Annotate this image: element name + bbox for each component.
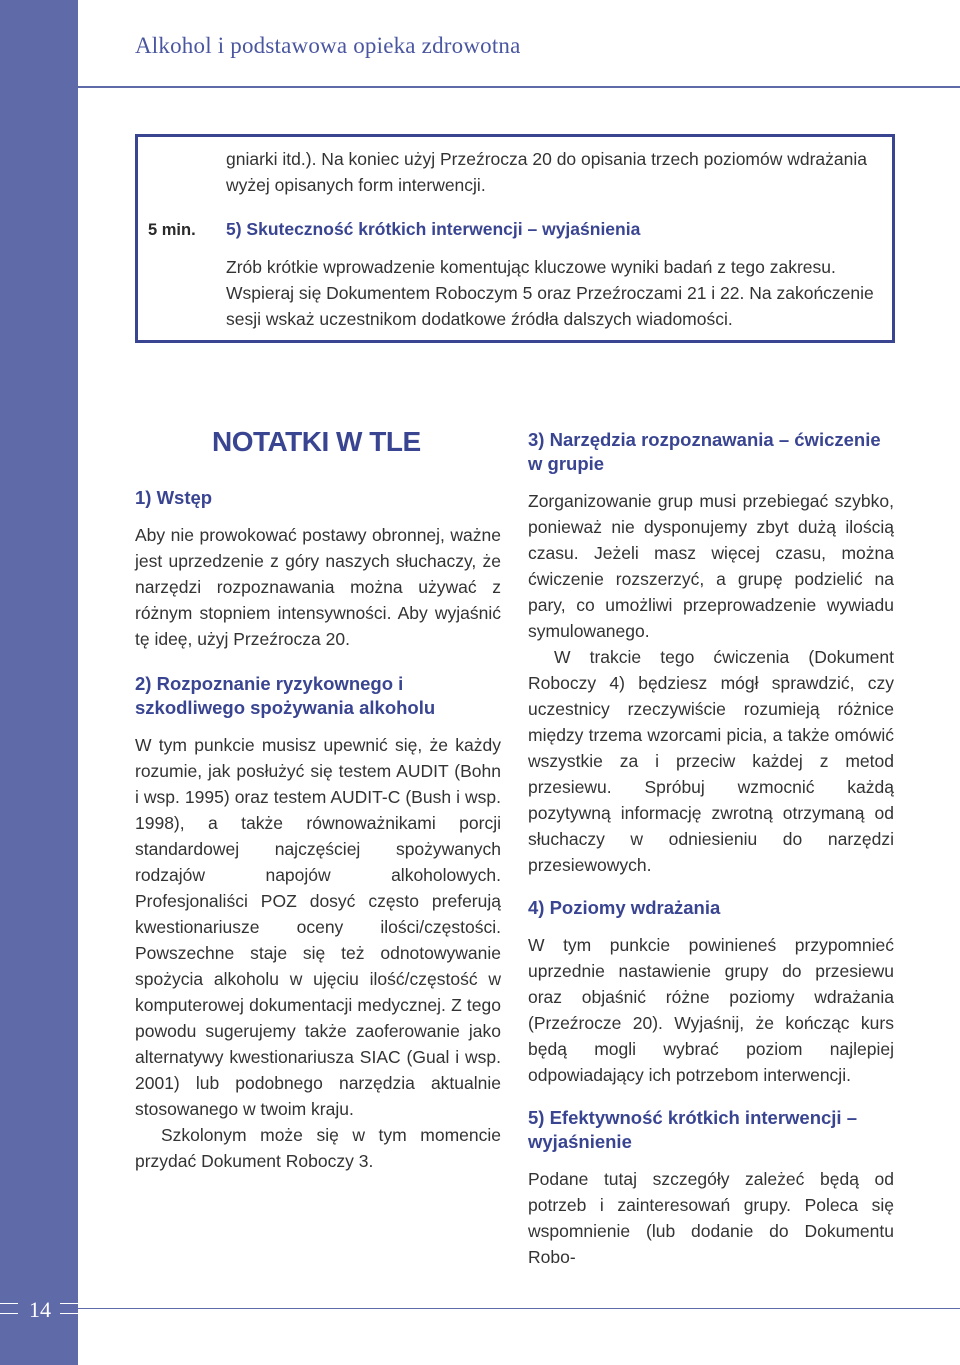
section-2-text: W tym punkcie musisz upewnić się, że każdy rozumie, jak posłużyć się testem AUDIT (Bohn i wsp. 1995) oraz testem AUDIT-C (Bush i wsp. 1998), a także równoważnikami porcji standardowej najczęściej spożywanych rodzajów napojów alkoholowych. Profesjonaliści POZ dosyć często preferują kwestionariusze oceny ilości/częstości. Powszechne staje się też odnotowywanie spożycia alkoholu w ujęciu ilość/częstość w komputerowej dokumentacji medycznej. Z tego powodu sugerujemy także zaoferowanie jako alternatywy kwestionariusza SIAC (Gual i wsp. 2001) lub podobnego narzędzia aktualnie stosowanego w twoim kraju. — [135, 735, 501, 1119]
section-5-text: Podane tutaj szczegóły zależeć będą od potrzeb i zainteresowań grupy. Poleca się wspomnienie (lub dodanie do Dokumentu Robo- — [528, 1169, 894, 1267]
page-tick — [60, 1313, 78, 1314]
footer-rule — [78, 1308, 960, 1309]
box-section-heading: 5) Skuteczność krótkich interwencji – wyjaśnienia — [226, 219, 641, 239]
box-intro-text: gniarki itd.). Na koniec użyj Przeźrocza 20 do opisania trzech poziomów wdrażania wyżej opisanych form interwencji. — [226, 149, 867, 195]
section-1-text: Aby nie prowokować postawy obronnej, ważne jest uprzedzenie z góry naszych słuchaczy, że narzędzi rozpoznawania można używać z różnym stopniem intensywności. Aby wyjaśnić tę ideę, użyj Przeźrocza 20. — [135, 525, 501, 649]
box-time-label: 5 min. — [148, 221, 196, 239]
section-5-heading: 5) Efektywność krótkich interwencji – wyjaśnienie — [528, 1107, 857, 1152]
notes-title: NOTATKI W TLE — [212, 426, 421, 457]
instruction-box — [135, 134, 895, 343]
header-rule — [78, 86, 960, 88]
section-2-text-2: Szkolonym może się w tym momencie przydać Dokument Roboczy 3. — [135, 1125, 501, 1171]
right-column — [528, 420, 894, 1270]
section-2-heading: 2) Rozpoznanie ryzykownego i szkodliwego spożywania alkoholu — [135, 673, 436, 718]
section-4-text: W tym punkcie powinieneś przypomnieć uprzednie nastawienie grupy do przesiewu oraz objaśnić różne poziomy wdrażania (Przeźrocze 20). Wyjaśnij, że kończąc kurs będą mogli wybrać poziom najlepiej odpowiadający ich potrzebom interwencji. — [528, 935, 894, 1085]
page-number: 14 — [29, 1297, 51, 1322]
section-3-heading: 3) Narzędzia rozpoznawania – ćwiczenie w grupie — [528, 429, 881, 474]
page-tick — [60, 1303, 78, 1304]
box-body-text: Zrób krótkie wprowadzenie komentując kluczowe wyniki badań z tego zakresu. Wspieraj się Dokumentem Roboczym 5 oraz Przeźroczami 21 i 22. Na zakończenie sesji wskaż uczestnikom dodatkowe źródła dalszych wiadomości. — [226, 257, 874, 329]
section-4-heading: 4) Poziomy wdrażania — [528, 897, 721, 918]
section-1-heading: 1) Wstęp — [135, 487, 213, 508]
page-tick — [0, 1303, 18, 1304]
page-tick — [0, 1313, 18, 1314]
section-3-text-2: W trakcie tego ćwiczenia (Dokument Roboczy 4) będziesz mógł sprawdzić, czy uczestnicy rzeczywiście rozumieją różnice między trzema wzorcami picia, a także omówić wszystkie za i przeciw każdej z metod przesiewu. Spróbuj wzmocnić każdą pozytywną informację zwrotną otrzymaną od słuchaczy w odniesieniu do narzędzi przesiewowych. — [528, 647, 894, 875]
running-head: Alkohol i podstawowa opieka zdrowotna — [135, 33, 521, 58]
left-column — [135, 420, 501, 1174]
section-3-text: Zorganizowanie grup musi przebiegać szybko, ponieważ nie dysponujemy zbyt dużą ilością czasu. Jeżeli masz więcej czasu, można ćwiczenie rozszerzyć, a grupę podzielić na pary, co umożliwi przeprowadzenie wywiadu symulowanego. — [528, 491, 894, 641]
left-margin-bar — [0, 0, 78, 1365]
